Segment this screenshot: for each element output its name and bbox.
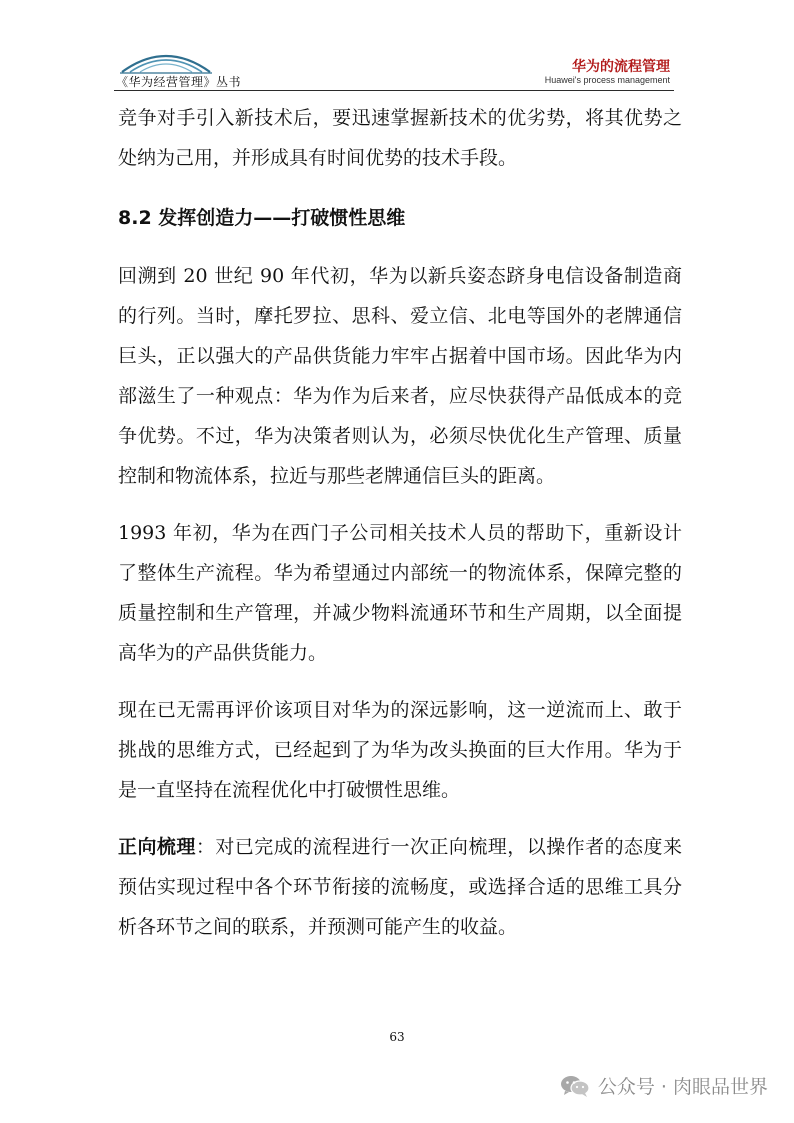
term-paragraph (118, 827, 682, 947)
paragraph-1: 回溯到 20 世纪 90 年代初，华为以新兵姿态跻身电信设备制造商的行列。当时，摩托罗拉、思科、爱立信、北电等国外的老牌通信巨头，正以强大的产品供货能力牢牢占据着中国市场。因此华为内部滋生了一种观点：华为作为后来者，应尽快获得产品低成本的竞争优势。不过，华为决策者则认为，必须尽快优化生产管理、质量控制和物流体系，拉近与那些老牌通信巨头的距离。 (118, 265, 682, 487)
brand-subtitle: Huawei's process management (544, 75, 670, 85)
series-title: 《华为经营管理》丛书 (116, 75, 242, 89)
brand-title: 华为的流程管理 (572, 59, 670, 75)
watermark-text: 公众号 · 肉眼品世界 (597, 1076, 768, 1098)
watermark (560, 1072, 768, 1099)
page-content (118, 98, 682, 947)
paragraph-2: 1993 年初，华为在西门子公司相关技术人员的帮助下，重新设计了整体生产流程。华为希望通过内部统一的物流体系，保障完整的质量控制和生产管理，并减少物料流通环节和生产周期，以全面提高华为的产品供货能力。 (118, 522, 682, 664)
term-label: 正向梳理 (118, 836, 196, 858)
term-text: ：对已完成的流程进行一次正向梳理，以操作者的态度来预估实现过程中各个环节衔接的流畅度，或选择合适的思维工具分析各环节之间的联系，并预测可能产生的收益。 (118, 836, 682, 938)
page-number: 63 (389, 1030, 405, 1044)
section-heading: 8.2 发挥创造力——打破惯性思维 (118, 207, 406, 229)
paragraph-3: 现在已无需再评价该项目对华为的深远影响，这一逆流而上、敢于挑战的思维方式，已经起到了为华为改头换面的巨大作用。华为于是一直坚持在流程优化中打破惯性思维。 (118, 699, 682, 801)
header-rule (114, 90, 674, 91)
intro-paragraph: 竞争对手引入新技术后，要迅速掌握新技术的优劣势，将其优势之处纳为己用，并形成具有时间优势的技术手段。 (118, 107, 682, 169)
wechat-icon (560, 1074, 590, 1098)
